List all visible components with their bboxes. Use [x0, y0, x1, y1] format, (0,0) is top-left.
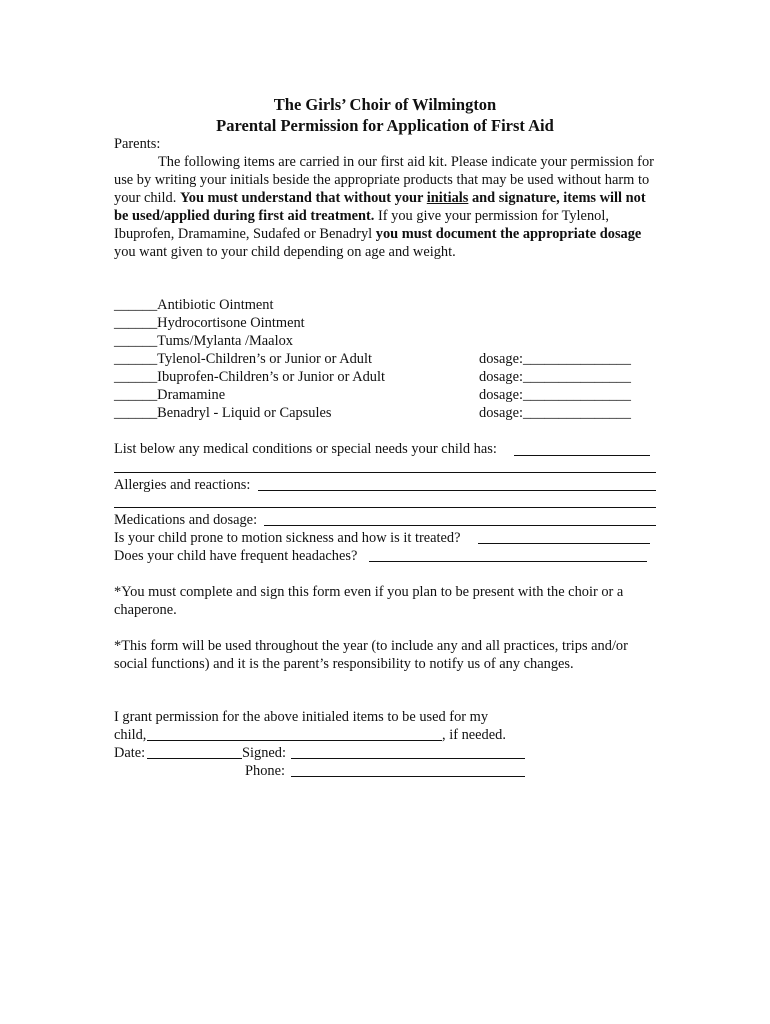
item-name: Ibuprofen-Children’s or Junior or Adult — [157, 369, 385, 385]
allergies-line-1[interactable] — [258, 490, 656, 491]
signature-line[interactable] — [291, 758, 525, 759]
intro-text-3: you want given to your child depending on age and weight. — [114, 244, 456, 260]
item-name: Antibiotic Ointment — [157, 297, 274, 313]
if-needed-text: , if needed. — [442, 727, 506, 743]
list-item — [114, 368, 385, 386]
medical-conditions-line-1[interactable] — [514, 455, 650, 456]
item-name: Dramamine — [157, 387, 226, 403]
signed-label: Signed: — [242, 745, 286, 761]
child-name-line[interactable] — [147, 740, 442, 741]
list-item — [114, 332, 293, 350]
dosage-field[interactable]: dosage:_______________ — [479, 387, 631, 403]
initials-blank[interactable]: ______ — [114, 405, 158, 421]
note-year-usage: *This form will be used throughout the year (to include any and all practices, trips and/or social functions) and it is the parent’s responsibility to notify us of any changes. — [114, 638, 628, 672]
item-name: Tums/Mylanta /Maalox — [157, 333, 293, 349]
form-title: Parental Permission for Application of First Aid — [216, 116, 554, 135]
motion-sickness-line[interactable] — [478, 543, 650, 544]
headaches-label: Does your child have frequent headaches? — [114, 548, 358, 564]
initials-blank[interactable]: ______ — [114, 351, 158, 367]
medications-line[interactable] — [264, 525, 656, 526]
dosage-field[interactable]: dosage:_______________ — [479, 351, 631, 367]
initials-blank[interactable]: ______ — [114, 333, 158, 349]
dosage-field[interactable]: dosage:_______________ — [479, 369, 631, 385]
salutation: Parents: — [114, 136, 161, 152]
child-label: child, — [114, 727, 147, 743]
item-name: Hydrocortisone Ointment — [157, 315, 305, 331]
intro-bold-3: you must document the appropriate dosage — [375, 226, 642, 242]
medical-conditions-line-2[interactable] — [114, 472, 656, 473]
date-line[interactable] — [147, 758, 242, 759]
intro-bold-1: You must understand that without your — [179, 190, 427, 206]
initials-blank[interactable]: ______ — [114, 315, 158, 331]
list-item — [114, 314, 305, 332]
headaches-line[interactable] — [369, 561, 647, 562]
initials-blank[interactable]: ______ — [114, 369, 158, 385]
intro-paragraph — [114, 153, 660, 261]
allergies-line-2[interactable] — [114, 507, 656, 508]
org-title: The Girls’ Choir of Wilmington — [273, 95, 497, 114]
phone-label: Phone: — [245, 763, 285, 779]
motion-sickness-label: Is your child prone to motion sickness and how is it treated? — [114, 530, 461, 546]
medical-conditions-label: List below any medical conditions or special needs your child has: — [114, 441, 497, 457]
intro-bold-2: and signature, items will not be used/applied during first aid treatment. — [114, 190, 646, 224]
date-label: Date: — [114, 745, 146, 761]
list-item — [114, 386, 225, 404]
allergies-label: Allergies and reactions: — [114, 477, 251, 493]
grant-statement: I grant permission for the above initialed items to be used for my — [114, 709, 489, 725]
note-complete-form: *You must complete and sign this form even if you plan to be present with the choir or a chaperone. — [114, 584, 624, 618]
list-item — [114, 404, 331, 422]
intro-text-2: If you give your permission for Tylenol, Ibuprofen, Dramamine, Sudafed or Benadryl — [114, 208, 609, 242]
item-name: Benadryl - Liquid or Capsules — [157, 405, 332, 421]
list-item — [114, 296, 274, 314]
intro-text-1: The following items are carried in our first aid kit. Please indicate your permission for use by writing your initials beside the appropriate products that may be used without harm to your child. — [114, 154, 654, 206]
item-name: Tylenol-Children’s or Junior or Adult — [157, 351, 373, 367]
medications-label: Medications and dosage: — [114, 512, 258, 528]
initials-blank[interactable]: ______ — [114, 297, 158, 313]
intro-bold-underlined: initials — [426, 190, 469, 206]
dosage-field[interactable]: dosage:_______________ — [479, 405, 631, 421]
list-item — [114, 350, 372, 368]
phone-line[interactable] — [291, 776, 525, 777]
initials-blank[interactable]: ______ — [114, 387, 158, 403]
